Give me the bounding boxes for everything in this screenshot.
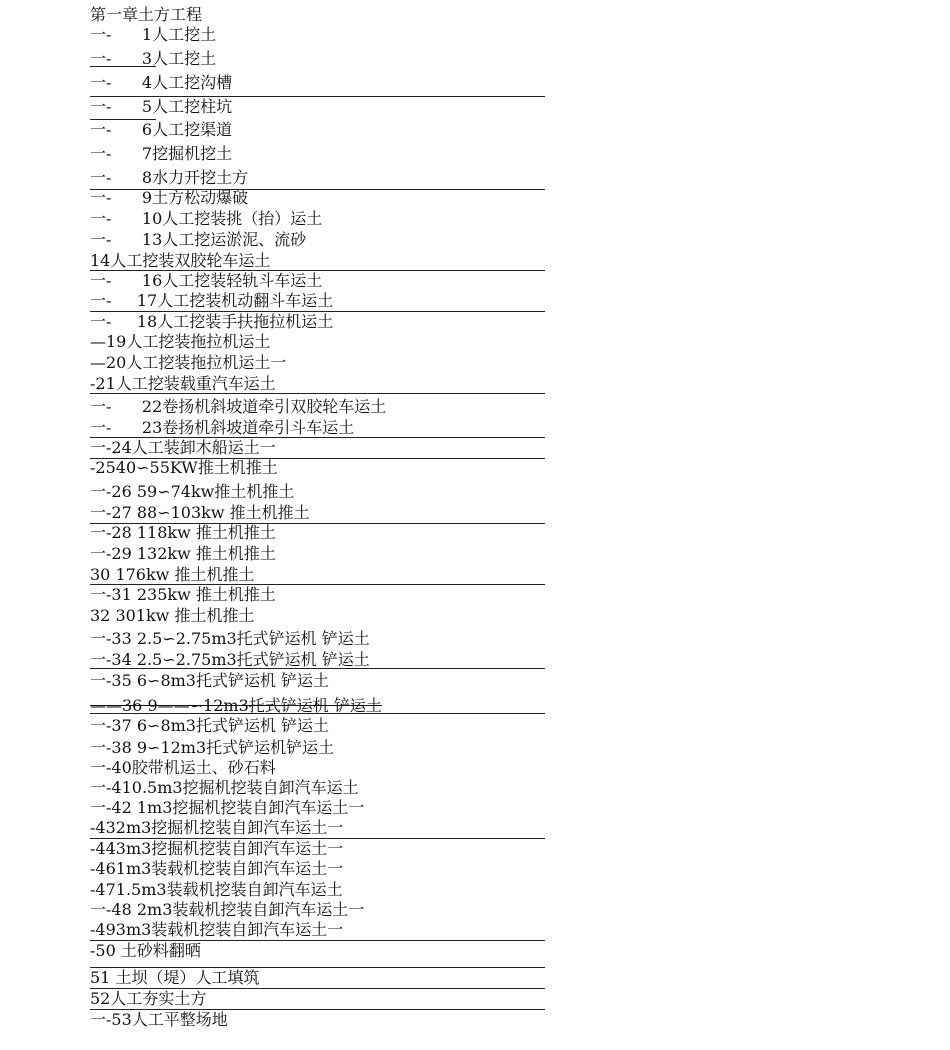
toc-line: 一-33 2.5∽2.75m3托式铲运机 铲运土 xyxy=(90,629,370,648)
toc-line: 一- 1人工挖土 xyxy=(90,25,217,44)
toc-line: 一- 6人工挖渠道 xyxy=(90,120,233,139)
chapter-title: 第一章土方工程 xyxy=(90,5,203,24)
toc-line: —19人工挖装拖拉机运土 xyxy=(90,332,271,351)
separator-line xyxy=(90,523,545,524)
toc-line: 一- 23卷扬机斜坡道牵引斗车运土 xyxy=(90,418,355,437)
toc-line: 一-42 1m3挖掘机挖装自卸汽车运土一 xyxy=(90,798,365,817)
toc-line: 一-53人工平整场地 xyxy=(90,1010,228,1029)
toc-line: 一- 22卷扬机斜坡道牵引双胶轮车运土 xyxy=(90,397,387,416)
toc-line: -2540∽55KW推土机推土 xyxy=(90,458,278,477)
toc-line: —20人工挖装拖拉机运土一 xyxy=(90,353,287,372)
toc-line: 51 土坝（堤）人工填筑 xyxy=(90,968,260,987)
toc-line: 一- 5人工挖柱坑 xyxy=(90,97,233,116)
toc-line: 一- 18人工挖装手扶拖拉机运土 xyxy=(90,312,334,331)
toc-line: -471.5m3装载机挖装自卸汽车运土 xyxy=(90,880,343,899)
separator-line xyxy=(90,96,545,97)
separator-line xyxy=(90,988,545,989)
toc-line: 一- 10人工挖装挑（抬）运土 xyxy=(90,209,323,228)
separator-line xyxy=(90,668,545,669)
separator-line xyxy=(90,458,545,459)
toc-line: ——36 9——∽12m3托式铲运机 铲运土 xyxy=(90,696,382,715)
toc-line: 一-410.5m3挖掘机挖装自卸汽车运土 xyxy=(90,778,359,797)
toc-line: 一- 7挖掘机挖土 xyxy=(90,144,233,163)
separator-line xyxy=(90,838,545,839)
toc-line: 一-31 235kw 推土机推土 xyxy=(90,585,276,604)
separator-line xyxy=(90,393,545,394)
separator-line xyxy=(90,189,545,190)
separator-line xyxy=(90,940,545,941)
toc-line: -50 土砂料翻晒 xyxy=(90,941,201,960)
separator-line xyxy=(90,270,545,271)
toc-line: 一-28 118kw 推土机推土 xyxy=(90,523,276,542)
toc-line: -461m3装载机挖装自卸汽车运土一 xyxy=(90,859,344,878)
separator-line xyxy=(90,311,545,312)
separator-line xyxy=(90,1009,545,1010)
separator-line xyxy=(90,119,156,120)
toc-line: 一-35 6∽8m3托式铲运机 铲运土 xyxy=(90,671,330,690)
toc-line: 32 301kw 推土机推土 xyxy=(90,606,255,625)
toc-line: 一-26 59∽74kw推土机推土 xyxy=(90,482,295,501)
toc-line: 一- 9土方松动爆破 xyxy=(90,188,249,207)
toc-line: 一- 8水力开挖土方 xyxy=(90,168,249,187)
toc-line: -443m3挖掘机挖装自卸汽车运土一 xyxy=(90,839,344,858)
toc-line: 一-24人工装卸木船运土一 xyxy=(90,438,276,457)
toc-line: 一-29 132kw 推土机推土 xyxy=(90,544,276,563)
separator-line xyxy=(90,437,545,438)
separator-line xyxy=(90,967,545,968)
toc-line: 一-27 88∽103kw 推土机推土 xyxy=(90,503,310,522)
toc-line: 一-40胶带机运土、砂石料 xyxy=(90,758,276,777)
toc-line: 一- 17人工挖装机动翻斗车运土 xyxy=(90,291,334,310)
separator-line xyxy=(90,584,545,585)
toc-line: -432m3挖掘机挖装自卸汽车运土一 xyxy=(90,818,344,837)
separator-line xyxy=(90,713,545,714)
toc-line: 一- 16人工挖装轻轨斗车运土 xyxy=(90,271,323,290)
separator-line xyxy=(90,66,156,67)
toc-line: 30 176kw 推土机推土 xyxy=(90,565,255,584)
toc-line: -21人工挖装载重汽车运土 xyxy=(90,374,276,393)
toc-line: 14人工挖装双胶轮车运土 xyxy=(90,251,271,270)
toc-line: 一-38 9∽12m3托式铲运机铲运土 xyxy=(90,738,335,757)
toc-line: 一-34 2.5∽2.75m3托式铲运机 铲运土 xyxy=(90,650,370,669)
toc-line: 一- 13人工挖运淤泥、流砂 xyxy=(90,230,307,249)
toc-line: 一-48 2m3装载机挖装自卸汽车运土一 xyxy=(90,900,365,919)
toc-line: 一-37 6∽8m3托式铲运机 铲运土 xyxy=(90,716,330,735)
toc-line: 52人工夯实土方 xyxy=(90,989,207,1008)
toc-line: 一- 3人工挖土 xyxy=(90,49,217,68)
toc-line: 一- 4人工挖沟槽 xyxy=(90,73,233,92)
toc-line: -493m3装载机挖装自卸汽车运土一 xyxy=(90,920,344,939)
